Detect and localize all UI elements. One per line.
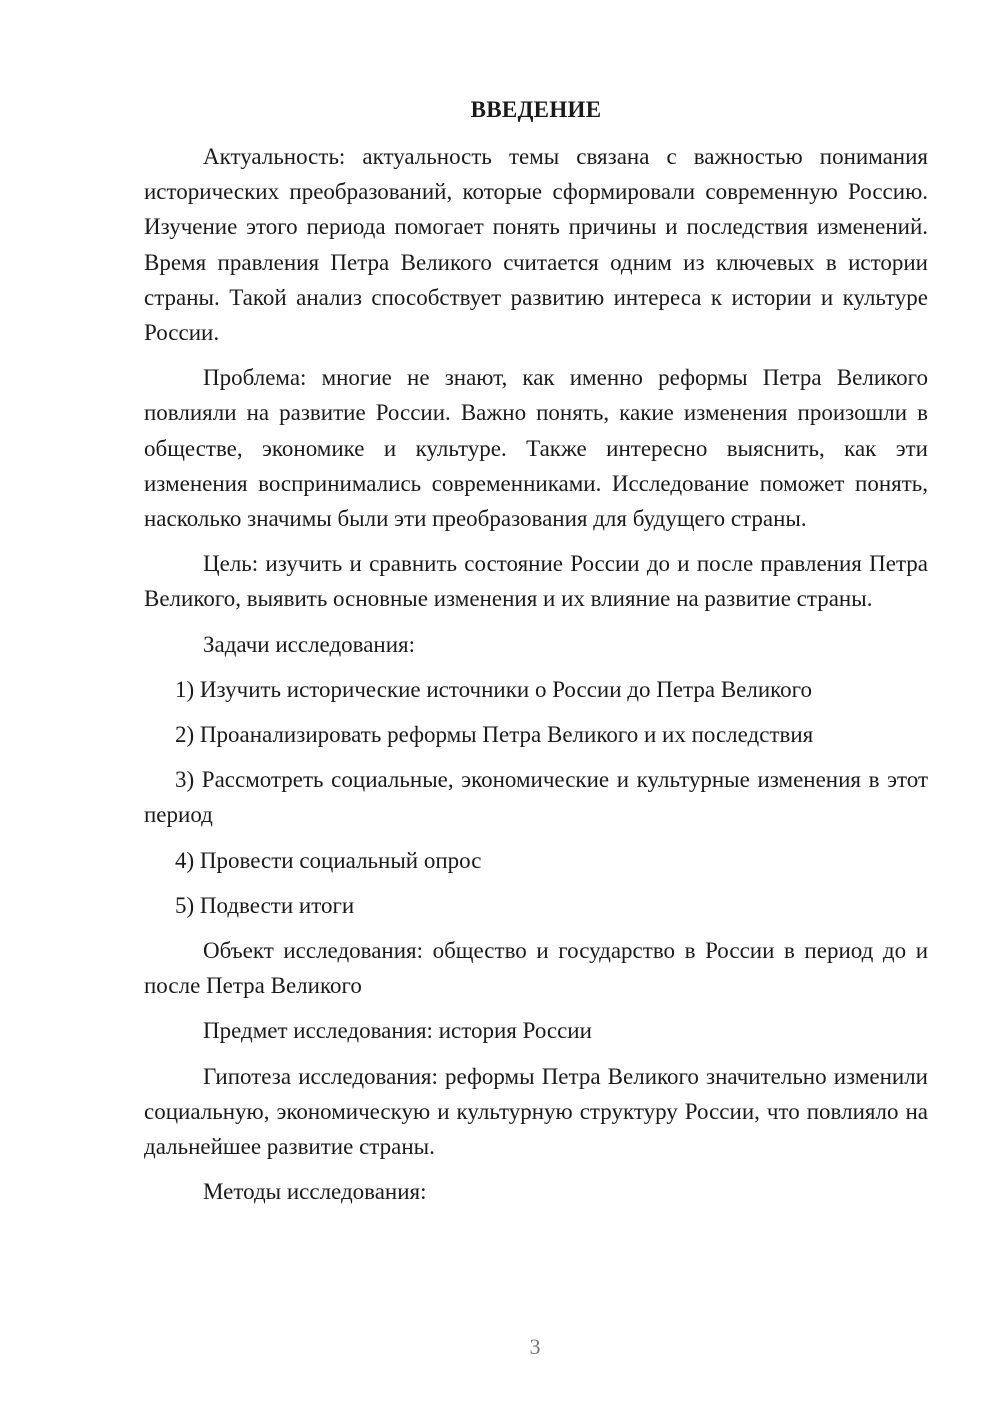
hypothesis-paragraph: Гипотеза исследования: реформы Петра Великого значительно изменили социальную, экономическую и культурную структуру России, что повлияло на дальнейшее развитие страны. [144,1063,928,1160]
task-item-4: 4) Провести социальный опрос [175,847,482,873]
relevance-paragraph: Актуальность: актуальность темы связана с важностью понимания исторических преобразований, которые сформировали современную Россию. Изучение этого периода помогает понять причины и последствия изменений. Время правления Петра Великого считается одним из ключевых в истории страны. Такой анализ способствует развитию интереса к истории и культуре России. [144,144,928,346]
problem-paragraph: Проблема: многие не знают, как именно реформы Петра Великого повлияли на развитие России. Важно понять, какие изменения произошли в обществе, экономике и культуре. Также интересно выяснить, как эти изменения воспринимались современниками. Исследование поможет понять, насколько значимы были эти преобразования для будущего страны. [144,365,928,532]
page-content [144,92,928,1219]
task-item-5: 5) Подвести итоги [175,892,355,918]
task-item-1: 1) Изучить исторические источники о России до Петра Великого [175,676,813,702]
methods-heading: Методы исследования: [203,1179,427,1205]
task-item-2: 2) Проанализировать реформы Петра Великого и их последствия [175,722,814,748]
subject-paragraph: Предмет исследования: история России [203,1018,592,1044]
section-title: ВВЕДЕНИЕ [470,97,602,122]
object-paragraph: Объект исследования: общество и государство в России в период до и после Петра Великого [144,938,928,999]
task-item-3: 3) Рассмотреть социальные, экономические и культурные изменения в этот период [144,767,928,828]
page-number: 3 [529,1334,541,1359]
tasks-list [144,672,928,923]
goal-paragraph: Цель: изучить и сравнить состояние России до и после правления Петра Великого, выявить основные изменения и их влияние на развитие страны. [144,551,928,612]
tasks-heading: Задачи исследования: [203,631,416,657]
